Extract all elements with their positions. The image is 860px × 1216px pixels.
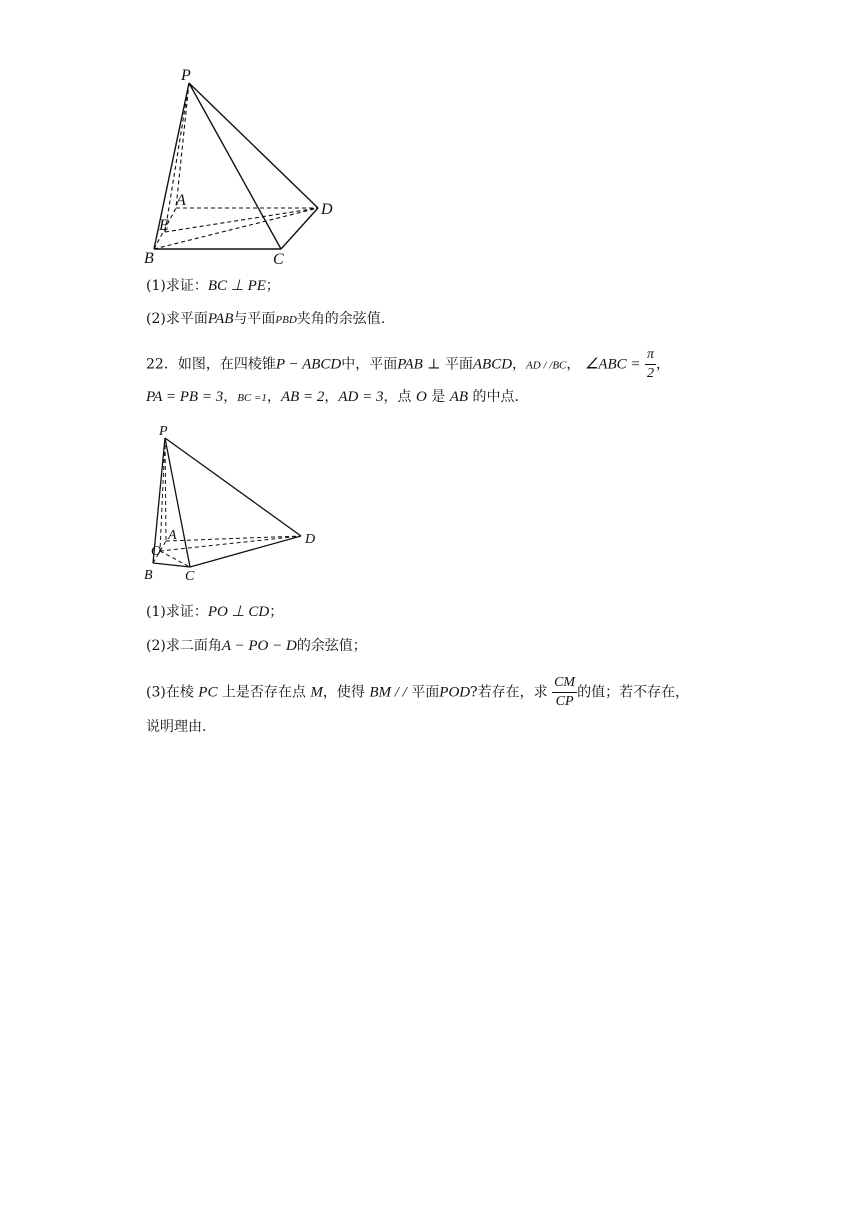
q21-part1: (1)求证：BC ⊥ PE； [146,278,280,294]
q21-part2: (2)求平面PAB与平面PBD夹角的余弦值. [146,311,386,327]
label-P: P [181,67,191,84]
label-O: O [151,544,162,559]
fraction-cm-over-cp: $\frac{CM}{CP}$ [554,675,576,709]
label-D: D [305,532,316,547]
label-P: P [159,424,168,439]
q22-part3-line2: 说明理由. [146,719,207,735]
figure-pyramid-1 [140,60,340,274]
label-A: A [168,528,177,543]
figure-pyramid-2 [140,418,330,592]
label-E: E [159,217,169,234]
q22-part2: (2)求二面角A − PO − D的余弦值； [146,638,367,654]
label-B: B [144,568,153,583]
q22-statement-line1: 22．如图，在四棱锥P − ABCD中，平面PAB ⊥ 平面ABCD，AD / /BC， ∠ABC = $\frac{\pi}{2}$ ， [146,347,670,381]
label-C: C [273,251,284,268]
fraction-pi-over-2: $\frac{\pi}{2}$ [646,347,654,381]
label-C: C [185,569,195,584]
q22-part3: (3)在棱 PC 上是否存在点 M，使得 BM / / 平面POD?若存在，求 $\frac{CM}{CP}$ 的值；若不存在， [146,675,690,709]
label-D: D [321,201,333,218]
label-B: B [144,250,154,267]
label-A: A [176,192,186,209]
q22-part1: (1)求证：PO ⊥ CD； [146,604,284,620]
q22-statement-line2: PA = PB = 3，BC =1，AB = 2，AD = 3，点 O 是 AB 的中点. [146,389,519,405]
